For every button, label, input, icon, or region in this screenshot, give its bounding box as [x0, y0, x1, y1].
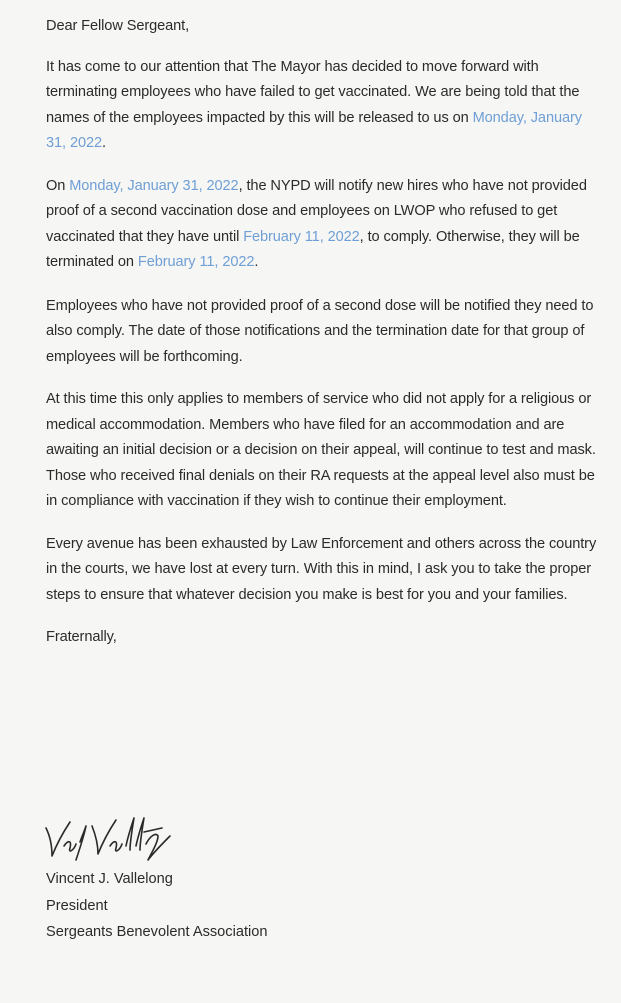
paragraph-avenues-exhausted: Every avenue has been exhausted by Law Enforcement and others across the country in the courts, we have lost at every turn. With this in mind, I ask you to take the proper steps to ensure that whatever decision you make is best for you and your families.: [46, 535, 597, 603]
paragraph-notification-schedule: [46, 174, 602, 276]
paragraph-second-dose: Employees who have not provided proof of a second dose will be notified they need to also comply. The date of those notifications and the termination date for that group of employees will be forthcoming.: [46, 297, 594, 365]
p2-text-c: , to comply. Otherwise, they will be terminated on: [46, 228, 580, 270]
salutation: Dear Fellow Sergeant,: [46, 18, 190, 34]
paragraph-termination-notice: [46, 55, 602, 157]
signature-image: [40, 806, 180, 866]
date-link[interactable]: February 11, 2022: [243, 228, 360, 245]
signer-title: President: [46, 897, 108, 914]
signer-organization: Sergeants Benevolent Association: [46, 924, 268, 940]
signer-name: Vincent J. Vallelong: [46, 871, 173, 887]
date-link[interactable]: February 11, 2022: [137, 254, 255, 270]
p2-text-b: , the NYPD will notify new hires who have not provided proof of a second vaccination dose and employees on LWOP who refused to get vaccinated that they have until: [46, 177, 587, 245]
date-link[interactable]: Monday, January 31, 2022: [69, 177, 239, 194]
closing: Fraternally,: [46, 629, 117, 645]
p2-text-a: On: [46, 177, 70, 194]
paragraph-accommodation: At this time this only applies to members of service who did not apply for a religious or medical accommodation. Members who have filed for an accommodation and are awaiting an initial decision or a decision on their appeal, will continue to test and mask. Those who received final denials on their RA requests at the appeal level also must be in compliance with vaccination if they wish to continue their employment.: [46, 391, 596, 509]
date-link[interactable]: Monday, January 31, 2022: [46, 109, 582, 151]
letter-body: [46, 14, 602, 651]
signature-block: [46, 866, 268, 946]
p1-text-b: .: [102, 135, 106, 151]
p2-text-d: .: [254, 254, 259, 270]
p1-text-a: It has come to our attention that The Mayor has decided to move forward with terminating employees who have failed to get vaccinated. We are being told that the names of the employees impacted by this will be released to us on: [46, 58, 580, 126]
